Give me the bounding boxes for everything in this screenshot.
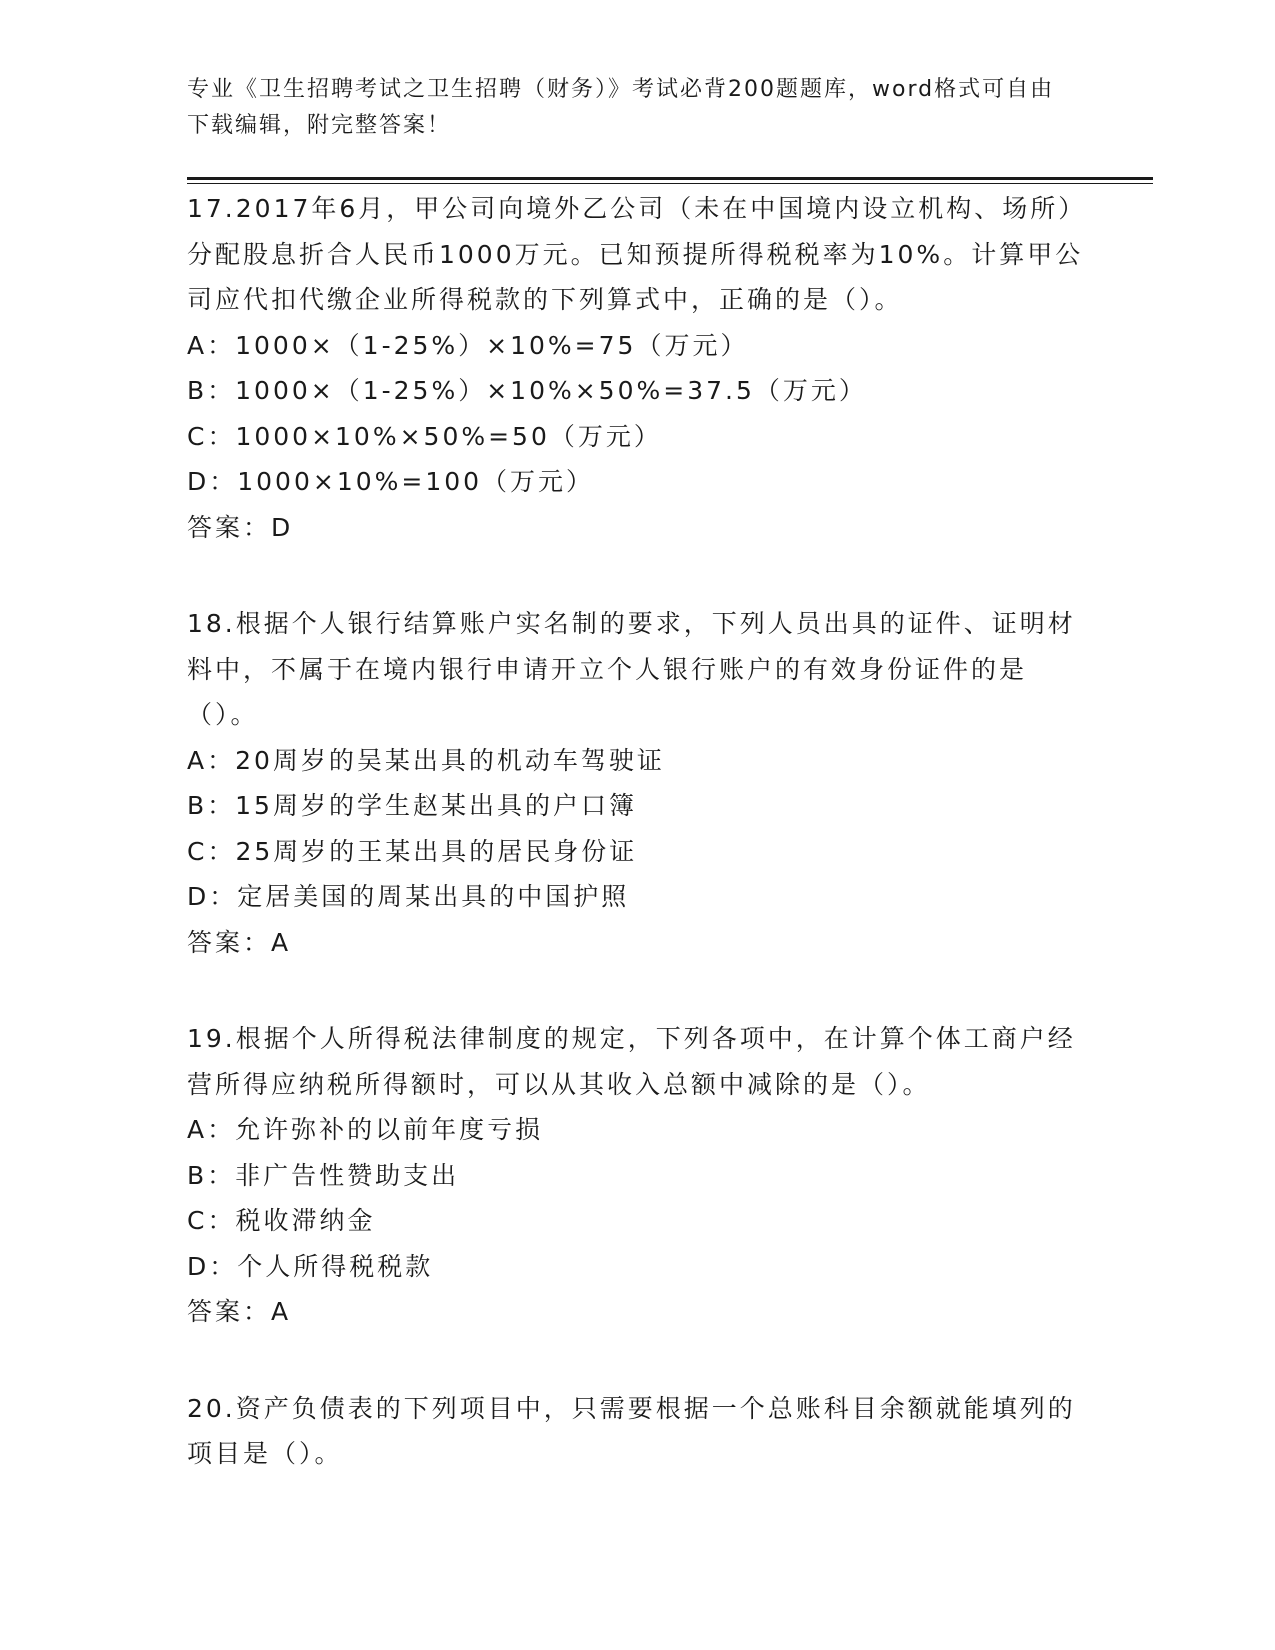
- document-header: 专业《卫生招聘考试之卫生招聘（财务）》考试必背200题题库，word格式可自由下载编辑，附完整答案！: [187, 77, 1055, 138]
- option-b: B：15周岁的学生赵某出具的户口簿: [187, 791, 637, 820]
- question-18: [187, 601, 1087, 965]
- option-a: A：20周岁的吴某出具的机动车驾驶证: [187, 745, 665, 775]
- question-17: [187, 186, 1087, 550]
- answer-line: 答案：A: [187, 927, 292, 957]
- question-stem: 18.根据个人银行结算账户实名制的要求，下列人员出具的证件、证明材料中，不属于在境内银行申请开立个人银行账户的有效身份证件的是（）。: [187, 609, 1076, 729]
- option-d: D：1000×10%=100（万元）: [187, 467, 595, 496]
- option-d: D：定居美国的周某出具的中国护照: [187, 882, 630, 911]
- answer-line: 答案：A: [187, 1297, 292, 1326]
- question-stem: 19.根据个人所得税法律制度的规定，下列各项中，在计算个体工商户经营所得应纳税所得额时，可以从其收入总额中减除的是（）。: [187, 1024, 1076, 1099]
- option-b: B：1000×（1-25%）×10%×50%=37.5（万元）: [187, 376, 867, 405]
- option-c: C：25周岁的王某出具的居民身份证: [187, 836, 638, 866]
- option-c: C：税收滞纳金: [187, 1206, 376, 1235]
- question-20: [187, 1386, 1087, 1477]
- question-stem: 17.2017年6月，甲公司向境外乙公司（未在中国境内设立机构、场所）分配股息折合人民币1000万元。已知预提所得税税率为10%。计算甲公司应代扣代缴企业所得税款的下列算式中，正确的是（）。: [187, 194, 1087, 314]
- header-divider-thick: [187, 177, 1153, 180]
- option-a: A：允许弥补的以前年度亏损: [187, 1115, 544, 1144]
- option-b: B：非广告性赞助支出: [187, 1160, 460, 1190]
- question-19: [187, 1016, 1087, 1335]
- option-d: D：个人所得税税款: [187, 1251, 434, 1281]
- question-stem: 20.资产负债表的下列项目中，只需要根据一个总账科目余额就能填列的项目是（）。: [187, 1393, 1076, 1468]
- option-a: A：1000×（1-25%）×10%=75（万元）: [187, 330, 749, 360]
- option-c: C：1000×10%×50%=50（万元）: [187, 421, 662, 451]
- header-divider-thin: [187, 183, 1153, 184]
- answer-line: 答案：D: [187, 512, 294, 542]
- question-list: [187, 186, 1087, 1477]
